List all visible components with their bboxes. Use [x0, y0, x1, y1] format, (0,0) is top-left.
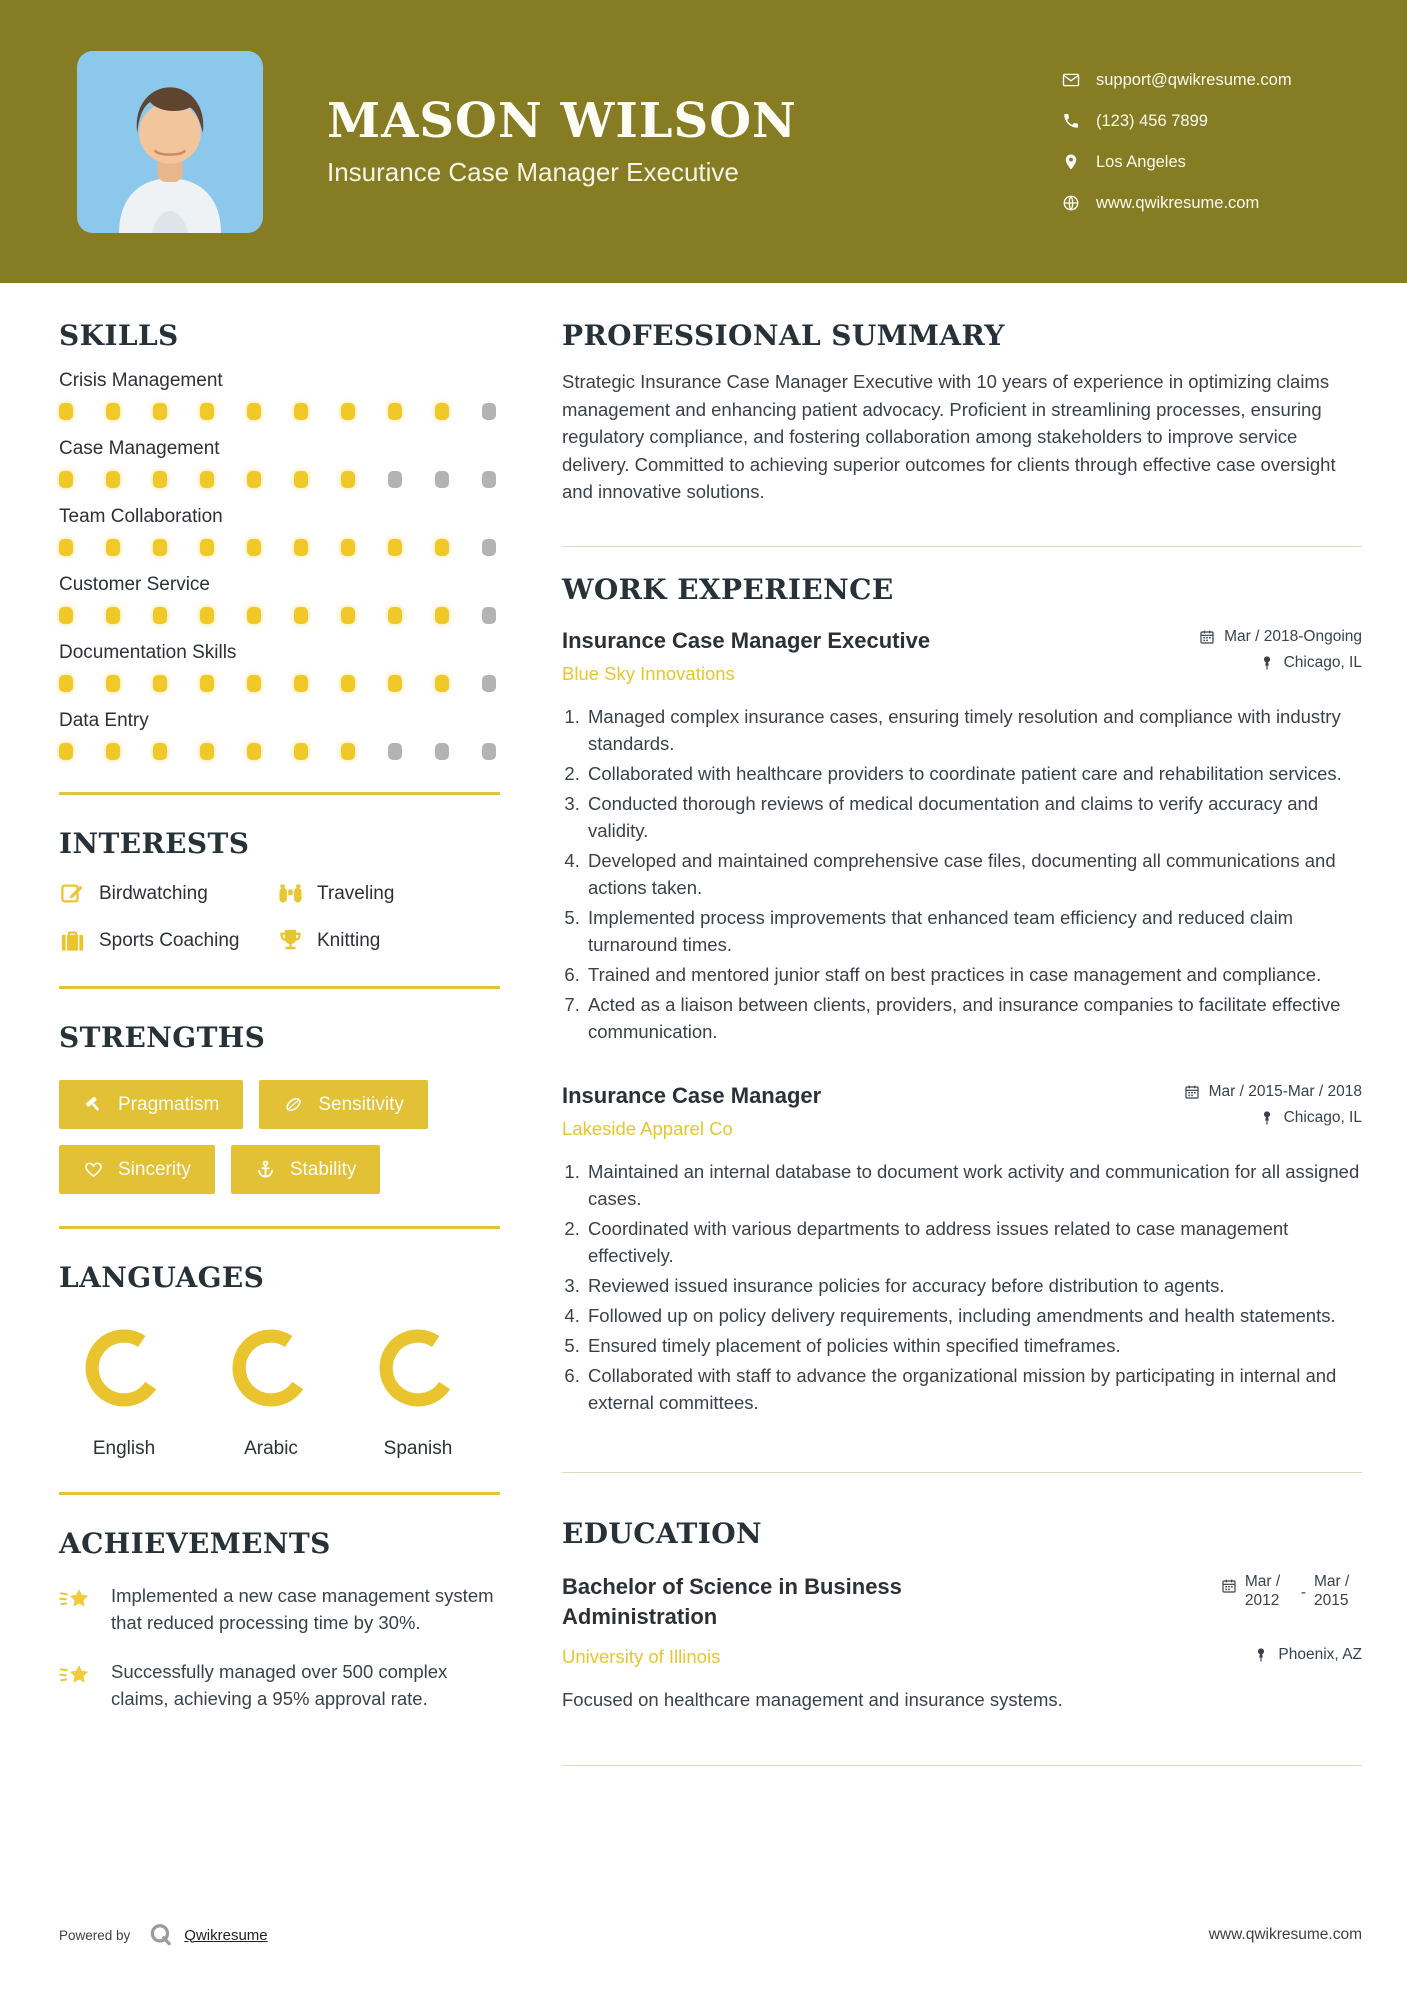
languages-heading: LANGUAGES: [59, 1261, 265, 1294]
skill-rating-dot: [106, 471, 120, 488]
skill-rating-dot: [482, 471, 496, 488]
job-dates-text: Mar / 2015-Mar / 2018: [1208, 1082, 1362, 1100]
contact-location: [1062, 153, 1362, 172]
education-dates: [1221, 1572, 1362, 1610]
job-bullet: 2. Collaborated with healthcare providers to coordinate patient care and rehabilitation services.: [585, 760, 1362, 787]
skill-rating-dot: [247, 471, 261, 488]
skill-rating-dot: [435, 471, 449, 488]
job-bullet: 1. Managed complex insurance cases, ensuring timely resolution and compliance with industry standards.: [585, 703, 1362, 757]
calendar-icon: [1199, 629, 1215, 645]
header: [0, 0, 1407, 283]
education-heading: EDUCATION: [562, 1516, 763, 1550]
language-item: [59, 1324, 189, 1460]
leaf-icon: [283, 1094, 304, 1115]
interest-item: [59, 880, 277, 907]
skill-rating-dot: [341, 743, 355, 760]
skill-rating-dots: [59, 675, 500, 692]
skills-heading: SKILLS: [59, 319, 179, 352]
person-name: MASON WILSON: [327, 92, 797, 149]
language-level-arc: [227, 1324, 315, 1412]
skill-row: [59, 370, 500, 420]
summary-section: [562, 319, 1362, 506]
divider: [562, 1765, 1362, 1766]
skill-rating-dot: [200, 471, 214, 488]
skill-rating-dot: [435, 675, 449, 692]
languages-section: [59, 1261, 500, 1460]
skill-rating-dot: [294, 539, 308, 556]
skill-label: Customer Service: [59, 574, 210, 595]
skills-section: [59, 319, 500, 760]
location-pin-icon: [1062, 153, 1080, 171]
contact-email: [1062, 71, 1362, 90]
language-item: [353, 1324, 483, 1460]
job-dates: [1184, 1083, 1362, 1101]
skill-rating-dot: [341, 675, 355, 692]
summary-text: Strategic Insurance Case Manager Executive with 10 years of experience in optimizing claims management and enhancing patient advocacy. Proficient in streamlining processes, ensuring regulatory compliance, and fostering collaboration among stakeholders to improve service delivery. Committed to achieving superior outcomes for clients through effective case oversight and innovative solutions.: [562, 371, 1336, 502]
skill-rating-dot: [341, 471, 355, 488]
skill-label: Case Management: [59, 438, 220, 459]
summary-heading: PROFESSIONAL SUMMARY: [562, 319, 1005, 352]
strength-badge: [59, 1145, 215, 1194]
job-dates: [1199, 628, 1362, 646]
language-level-arc: [374, 1324, 462, 1412]
divider: [562, 1472, 1362, 1473]
skill-rating-dot: [435, 607, 449, 624]
contact-list: [1062, 71, 1362, 213]
language-label: Arabic: [244, 1438, 298, 1459]
strength-label: Sensitivity: [318, 1093, 404, 1115]
avatar-illustration: [77, 51, 263, 233]
person-job-title: Insurance Case Manager Executive: [327, 157, 739, 188]
contact-email-text: support@qwikresume.com: [1096, 70, 1292, 89]
interest-item: [277, 927, 500, 954]
interest-item: [59, 927, 277, 954]
achievement-item: [59, 1582, 500, 1636]
skill-label: Crisis Management: [59, 370, 223, 391]
contact-website: [1062, 194, 1362, 213]
strength-badge: [231, 1145, 381, 1194]
trophy-icon: [277, 927, 304, 954]
skill-rating-dot: [59, 539, 73, 556]
interest-label: Sports Coaching: [99, 929, 240, 951]
calendar-icon: [1221, 1578, 1237, 1594]
divider: [59, 1226, 500, 1229]
job-bullet: 4. Followed up on policy delivery requirements, including amendments and health statements.: [585, 1302, 1362, 1329]
company-name: Blue Sky Innovations: [562, 662, 735, 684]
achievement-item: [59, 1658, 500, 1712]
skill-rating-dot: [200, 539, 214, 556]
work-heading: WORK EXPERIENCE: [562, 572, 894, 606]
shooting-star-icon: [59, 1584, 93, 1616]
skill-rating-dot: [482, 403, 496, 420]
strength-label: Stability: [289, 1158, 357, 1180]
skill-row: [59, 506, 500, 556]
job-bullet: 2. Coordinated with various departments to address issues related to case management effectively.: [585, 1215, 1362, 1269]
skill-rating-dot: [388, 539, 402, 556]
interest-label: Knitting: [317, 929, 381, 951]
skill-rating-dot: [153, 539, 167, 556]
job-bullet: 5. Implemented process improvements that enhanced team efficiency and reduced claim turnaround times.: [585, 904, 1362, 958]
footer: [59, 1922, 1362, 1948]
skill-rating-dot: [294, 403, 308, 420]
contact-website-text: www.qwikresume.com: [1096, 193, 1260, 212]
skill-rating-dot: [294, 471, 308, 488]
skill-rating-dot: [106, 607, 120, 624]
skill-rating-dot: [247, 675, 261, 692]
skill-rating-dot: [435, 743, 449, 760]
skill-rating-dot: [388, 607, 402, 624]
pushpin-icon: [1259, 1110, 1275, 1126]
envelope-icon: [1062, 71, 1080, 89]
job-location: [1259, 1109, 1362, 1127]
contact-location-text: Los Angeles: [1096, 152, 1186, 171]
skill-row: [59, 438, 500, 488]
interests-heading: INTERESTS: [59, 827, 250, 860]
education-note: Focused on healthcare management and insurance systems.: [562, 1688, 1063, 1710]
qwikresume-logo-icon: [148, 1922, 174, 1948]
skill-rating-dot: [106, 743, 120, 760]
skill-rating-dot: [153, 403, 167, 420]
left-column: [59, 319, 500, 1766]
education-location: [1253, 1646, 1362, 1664]
right-column: [562, 319, 1362, 1766]
language-level-arc: [80, 1324, 168, 1412]
job-bullet-list: [562, 703, 1362, 1045]
powered-by-text: Powered by: [59, 1927, 131, 1943]
skill-rating-dot: [106, 403, 120, 420]
skill-rating-dots: [59, 607, 500, 624]
skill-rating-dot: [341, 539, 355, 556]
shooting-star-icon: [59, 1660, 93, 1692]
skill-rating-dots: [59, 403, 500, 420]
skill-rating-dot: [247, 607, 261, 624]
skill-rating-dot: [59, 743, 73, 760]
divider: [562, 546, 1362, 547]
skill-rating-dot: [200, 743, 214, 760]
job-bullet: 1. Maintained an internal database to document work activity and communication for all assigned cases.: [585, 1158, 1362, 1212]
skill-rating-dot: [294, 607, 308, 624]
skill-rating-dot: [482, 539, 496, 556]
education-location-text: Phoenix, AZ: [1278, 1645, 1362, 1663]
education-section: [562, 1517, 1362, 1713]
skill-rating-dot: [482, 743, 496, 760]
interest-label: Birdwatching: [99, 882, 208, 904]
education-date-start: Mar / 2012: [1244, 1572, 1281, 1609]
strength-label: Pragmatism: [118, 1093, 220, 1115]
heart-icon: [83, 1159, 104, 1180]
interest-label: Traveling: [317, 882, 395, 904]
interests-section: [59, 827, 500, 954]
content: [0, 283, 1407, 1766]
company-name: Lakeside Apparel Co: [562, 1117, 733, 1139]
achievements-heading: ACHIEVEMENTS: [59, 1527, 331, 1560]
skill-rating-dot: [294, 743, 308, 760]
skill-rating-dot: [153, 743, 167, 760]
achievement-text: Implemented a new case management system that reduced processing time by 30%.: [111, 1585, 494, 1633]
school-name: University of Illinois: [562, 1645, 721, 1667]
skill-rating-dot: [341, 607, 355, 624]
skill-label: Team Collaboration: [59, 506, 223, 527]
skill-row: [59, 574, 500, 624]
skill-rating-dot: [435, 539, 449, 556]
skill-rating-dot: [388, 471, 402, 488]
calendar-icon: [1184, 1084, 1200, 1100]
pushpin-icon: [1253, 1647, 1269, 1663]
globe-icon: [1062, 194, 1080, 212]
job-entry: [562, 628, 1362, 1045]
job-dates-text: Mar / 2018-Ongoing: [1224, 627, 1362, 645]
language-label: Spanish: [383, 1438, 453, 1459]
divider: [59, 986, 500, 989]
skill-rating-dot: [294, 675, 308, 692]
job-location-text: Chicago, IL: [1283, 1108, 1362, 1126]
skill-rating-dot: [435, 403, 449, 420]
skill-rating-dot: [59, 403, 73, 420]
strength-label: Sincerity: [118, 1158, 191, 1180]
skill-rating-dot: [59, 471, 73, 488]
skill-rating-dot: [388, 403, 402, 420]
job-bullet: 3. Conducted thorough reviews of medical documentation and claims to verify accuracy and validity.: [585, 790, 1362, 844]
skill-rating-dot: [200, 675, 214, 692]
education-date-end: Mar / 2015: [1314, 1572, 1350, 1609]
strength-badge: [259, 1080, 428, 1129]
job-bullet: 5. Ensured timely placement of policies within specified timeframes.: [585, 1332, 1362, 1359]
strengths-section: [59, 1021, 500, 1194]
divider: [59, 792, 500, 795]
work-experience-section: [562, 573, 1362, 1416]
interest-item: [277, 880, 500, 907]
job-bullet: 6. Trained and mentored junior staff on best practices in case management and compliance.: [585, 961, 1362, 988]
skill-rating-dot: [388, 675, 402, 692]
job-bullet-list: [562, 1158, 1362, 1416]
skill-rating-dot: [341, 403, 355, 420]
languages-list: [59, 1324, 500, 1460]
skill-row: [59, 642, 500, 692]
skill-rating-dot: [482, 675, 496, 692]
skill-rating-dots: [59, 743, 500, 760]
identity-block: [327, 92, 797, 189]
education-date-separator: -: [1300, 1583, 1306, 1601]
job-bullet: 3. Reviewed issued insurance policies for accuracy before distribution to agents.: [585, 1272, 1362, 1299]
skill-rating-dot: [247, 403, 261, 420]
divider: [59, 1492, 500, 1495]
skill-rating-dot: [200, 607, 214, 624]
footer-website-text: www.qwikresume.com: [1208, 1926, 1362, 1943]
job-entry: [562, 1083, 1362, 1416]
pushpin-icon: [1259, 655, 1275, 671]
skill-rating-dot: [153, 675, 167, 692]
pen-square-icon: [59, 880, 86, 907]
contact-phone-text: (123) 456 7899: [1096, 111, 1208, 130]
interests-grid: [59, 880, 500, 954]
gavel-icon: [83, 1094, 104, 1115]
job-location: [1259, 654, 1362, 672]
strength-badge: [59, 1080, 243, 1129]
skill-rating-dot: [247, 539, 261, 556]
anchor-icon: [255, 1159, 276, 1180]
phone-icon: [1062, 112, 1080, 130]
language-label: English: [92, 1438, 156, 1459]
strength-badges: [59, 1080, 500, 1194]
briefcase-icon: [59, 927, 86, 954]
job-bullet: 4. Developed and maintained comprehensive case files, documenting all communications and actions taken.: [585, 847, 1362, 901]
skill-rating-dot: [59, 607, 73, 624]
achievements-section: [59, 1527, 500, 1712]
skill-rating-dot: [59, 675, 73, 692]
binoculars-icon: [277, 880, 304, 907]
skill-rating-dot: [482, 607, 496, 624]
skill-rating-dot: [153, 607, 167, 624]
language-item: [206, 1324, 336, 1460]
job-location-text: Chicago, IL: [1283, 653, 1362, 671]
degree-title: Bachelor of Science in Business Administration: [562, 1573, 902, 1629]
skill-label: Data Entry: [59, 710, 149, 731]
job-title: Insurance Case Manager Executive: [562, 627, 931, 653]
qwikresume-link[interactable]: Qwikresume: [184, 1926, 268, 1944]
skill-row: [59, 710, 500, 760]
skill-rating-dot: [200, 403, 214, 420]
skill-rating-dot: [388, 743, 402, 760]
skill-rating-dot: [153, 471, 167, 488]
skill-rating-dot: [106, 675, 120, 692]
contact-phone: [1062, 112, 1362, 131]
skill-rating-dots: [59, 471, 500, 488]
job-bullet: 6. Collaborated with staff to advance the organizational mission by participating in internal and external committees.: [585, 1362, 1362, 1416]
achievement-text: Successfully managed over 500 complex claims, achieving a 95% approval rate.: [111, 1661, 448, 1709]
avatar: [77, 51, 263, 233]
skill-label: Documentation Skills: [59, 642, 237, 663]
strengths-heading: STRENGTHS: [59, 1021, 266, 1054]
job-bullet: 7. Acted as a liaison between clients, providers, and insurance companies to facilitate effective communication.: [585, 991, 1362, 1045]
skill-rating-dots: [59, 539, 500, 556]
skill-rating-dot: [106, 539, 120, 556]
job-title: Insurance Case Manager: [562, 1082, 822, 1108]
skill-rating-dot: [247, 743, 261, 760]
